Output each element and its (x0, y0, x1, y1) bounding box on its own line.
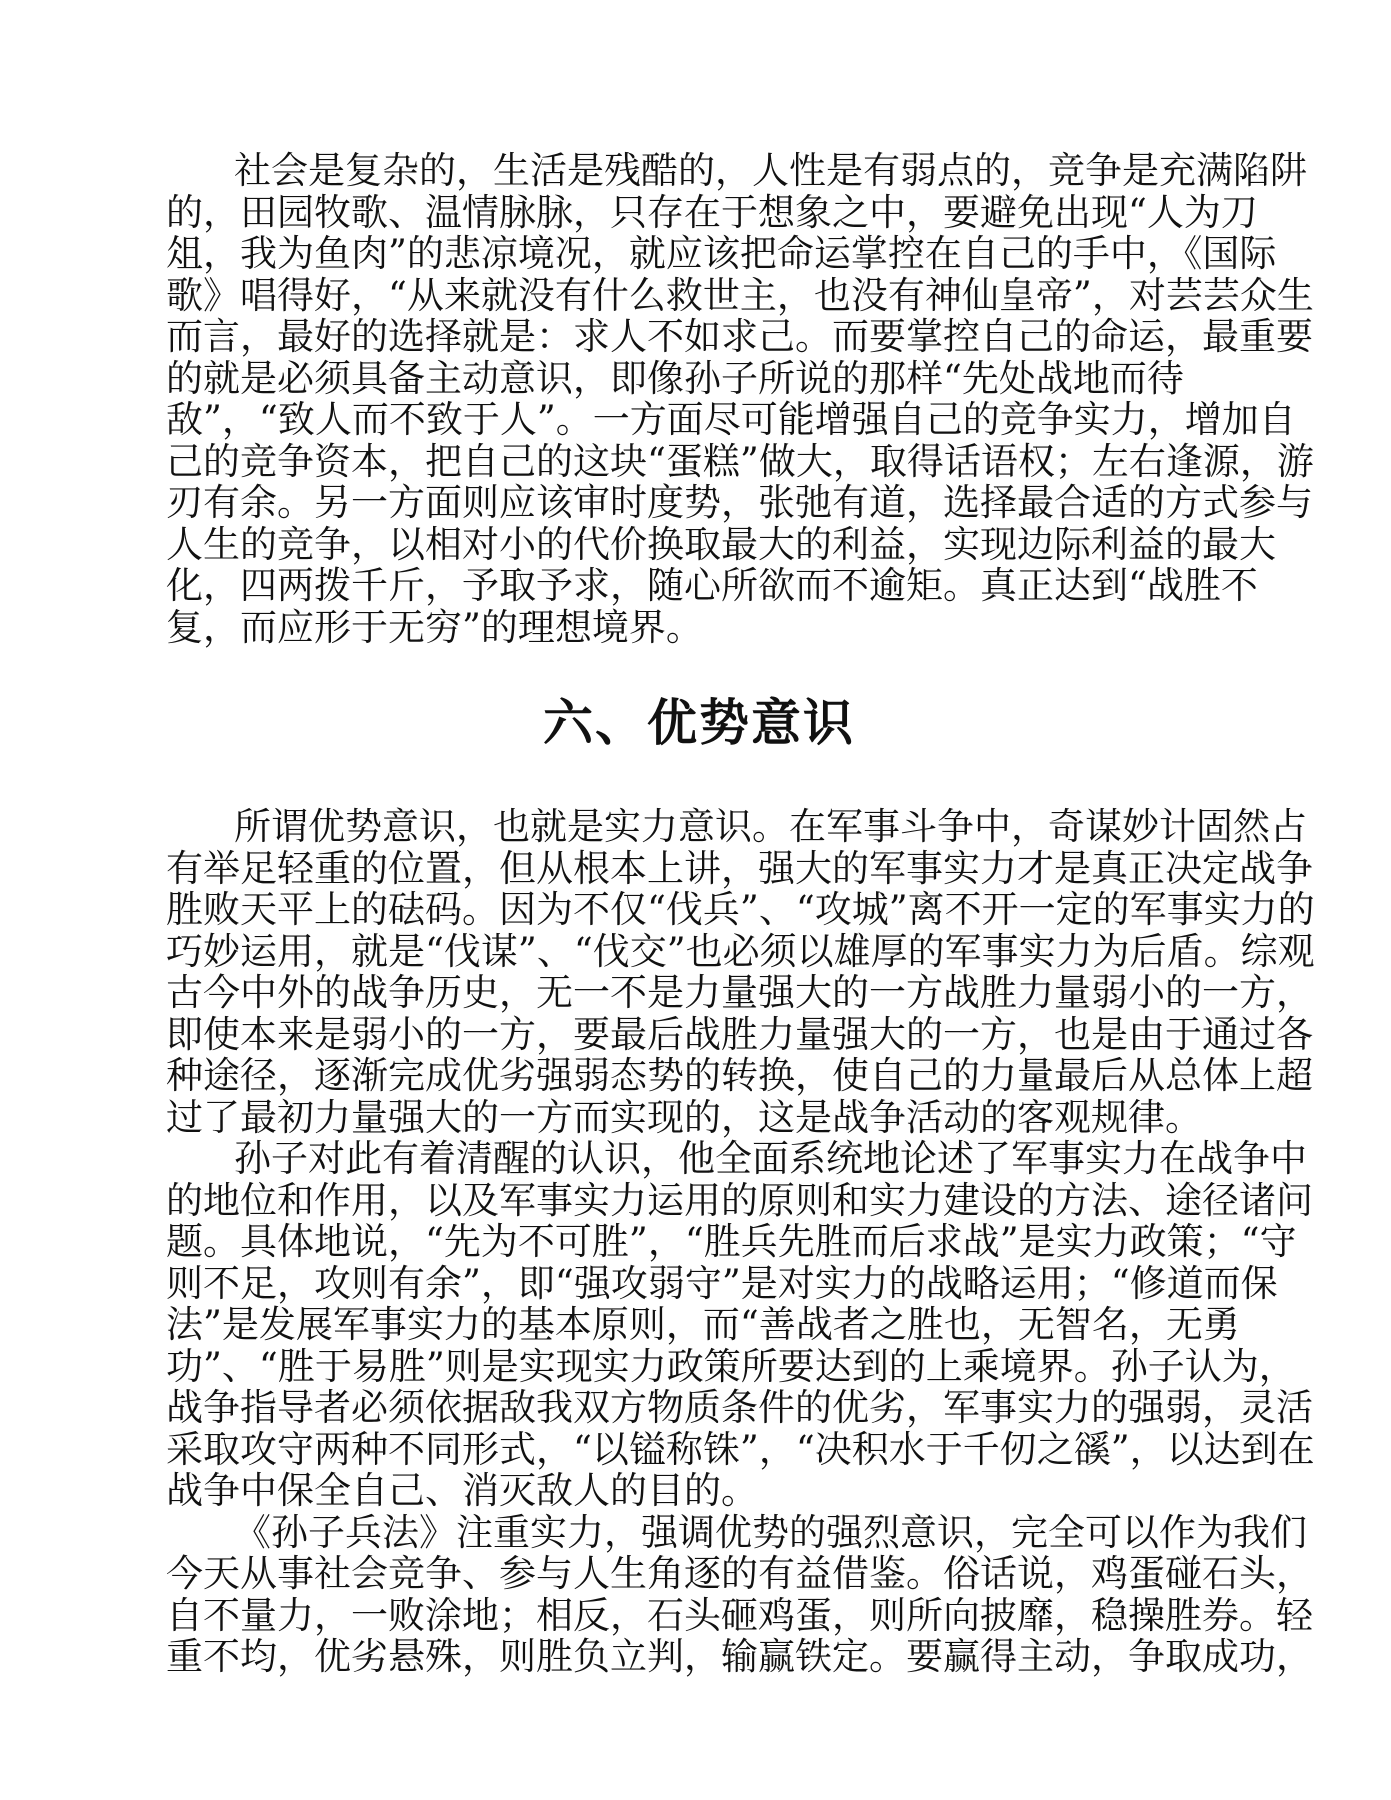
text-line: 社会是复杂的，生活是残酷的，人性是有弱点的，竞争是充满陷阱 (234, 149, 1307, 192)
intro-paragraph (166, 149, 1314, 649)
text-line: 巧妙运用，就是“伐谋”、“伐交”也必须以雄厚的军事实力为后盾。综观 (166, 929, 1315, 973)
text-line: 过了最初力量强大的一方而实现的，这是战争活动的客观规律。 (166, 1095, 1202, 1139)
paragraph-2 (166, 1137, 1315, 1512)
text-line: 胜败天平上的砝码。因为不仅“伐兵”、“攻城”离不开一定的军事实力的 (166, 888, 1315, 931)
text-line: 的就是必须具备主动意识，即像孙子所说的那样“先处战地而待 (166, 356, 1184, 400)
text-line: 所谓优势意识，也就是实力意识。在军事斗争中，奇谋妙计固然占 (234, 805, 1307, 848)
text-line: 的，田园牧歌、温情脉脉，只存在于想象之中，要避免出现“人为刀 (166, 190, 1258, 234)
text-line: 己的竞争资本，把自己的这块“蛋糕”做大，取得话语权；左右逢源，游 (166, 439, 1314, 483)
text-line: 而言，最好的选择就是：求人不如求己。而要掌控自己的命运，最重要 (166, 315, 1313, 358)
section-heading: 六、优势意识 (543, 693, 855, 752)
text-line: 种途径，逐渐完成优劣强弱态势的转换，使自己的力量最后从总体上超 (166, 1054, 1313, 1097)
text-line: 采取攻守两种不同形式，“以镒称铢”，“决积水于千仞之豀”，以达到在 (166, 1427, 1315, 1471)
text-line: 俎，我为鱼肉”的悲凉境况，就应该把命运掌控在自己的手中，《国际 (166, 232, 1277, 275)
text-line: 有举足轻重的位置，但从根本上讲，强大的军事实力才是真正决定战争 (166, 846, 1313, 890)
text-line: 战争中保全自己、消灭敌人的目的。 (166, 1469, 758, 1512)
text-line: 《孙子兵法》注重实力，强调优势的强烈意识，完全可以作为我们 (234, 1510, 1307, 1554)
text-line: 今天从事社会竞争、参与人生角逐的有益借鉴。俗话说，鸡蛋碰石头， (166, 1552, 1313, 1595)
text-line: 重不均，优劣悬殊，则胜负立判，输赢铁定。要赢得主动，争取成功， (166, 1635, 1313, 1678)
document-page (166, 149, 1315, 1678)
text-line: 复，而应形于无穷”的理想境界。 (166, 605, 703, 649)
text-line: 自不量力，一败涂地；相反，石头砸鸡蛋，则所向披靡，稳操胜券。轻 (166, 1593, 1313, 1637)
text-line: 孙子对此有着清醒的认识，他全面系统地论述了军事实力在战争中 (234, 1137, 1307, 1180)
text-line: 敌”，“致人而不致于人”。一方面尽可能增强自己的竞争实力，增加自 (166, 398, 1296, 441)
paragraph-1 (166, 805, 1315, 1139)
text-line: 战争指导者必须依据敌我双方物质条件的优劣，军事实力的强弱，灵活 (166, 1386, 1313, 1429)
text-line: 即使本来是弱小的一方，要最后战胜力量强大的一方，也是由于通过各 (166, 1012, 1313, 1056)
text-line: 歌》唱得好，“从来就没有什么救世主，也没有神仙皇帝”，对芸芸众生 (166, 273, 1314, 317)
text-line: 刃有余。另一方面则应该审时度势，张弛有道，选择最合适的方式参与 (166, 481, 1313, 524)
text-line: 功”、“胜于易胜”则是实现实力政策所要达到的上乘境界。孙子认为， (166, 1344, 1296, 1388)
text-line: 法”是发展军事实力的基本原则，而“善战者之胜也，无智名，无勇 (166, 1303, 1240, 1346)
text-line: 人生的竞争，以相对小的代价换取最大的利益，实现边际利益的最大 (166, 522, 1276, 566)
text-line: 化，四两拨千斤，予取予求，随心所欲而不逾矩。真正达到“战胜不 (166, 564, 1258, 607)
text-line: 则不足，攻则有余”，即“强攻弱守”是对实力的战略运用；“修道而保 (166, 1261, 1278, 1305)
paragraph-3 (166, 1510, 1313, 1678)
text-line: 的地位和作用，以及军事实力运用的原则和实力建设的方法、途径诸问 (166, 1178, 1313, 1222)
text-line: 题。具体地说，“先为不可胜”，“胜兵先胜而后求战”是实力政策；“守 (166, 1220, 1297, 1263)
text-line: 古今中外的战争历史，无一不是力量强大的一方战胜力量弱小的一方， (166, 971, 1313, 1014)
